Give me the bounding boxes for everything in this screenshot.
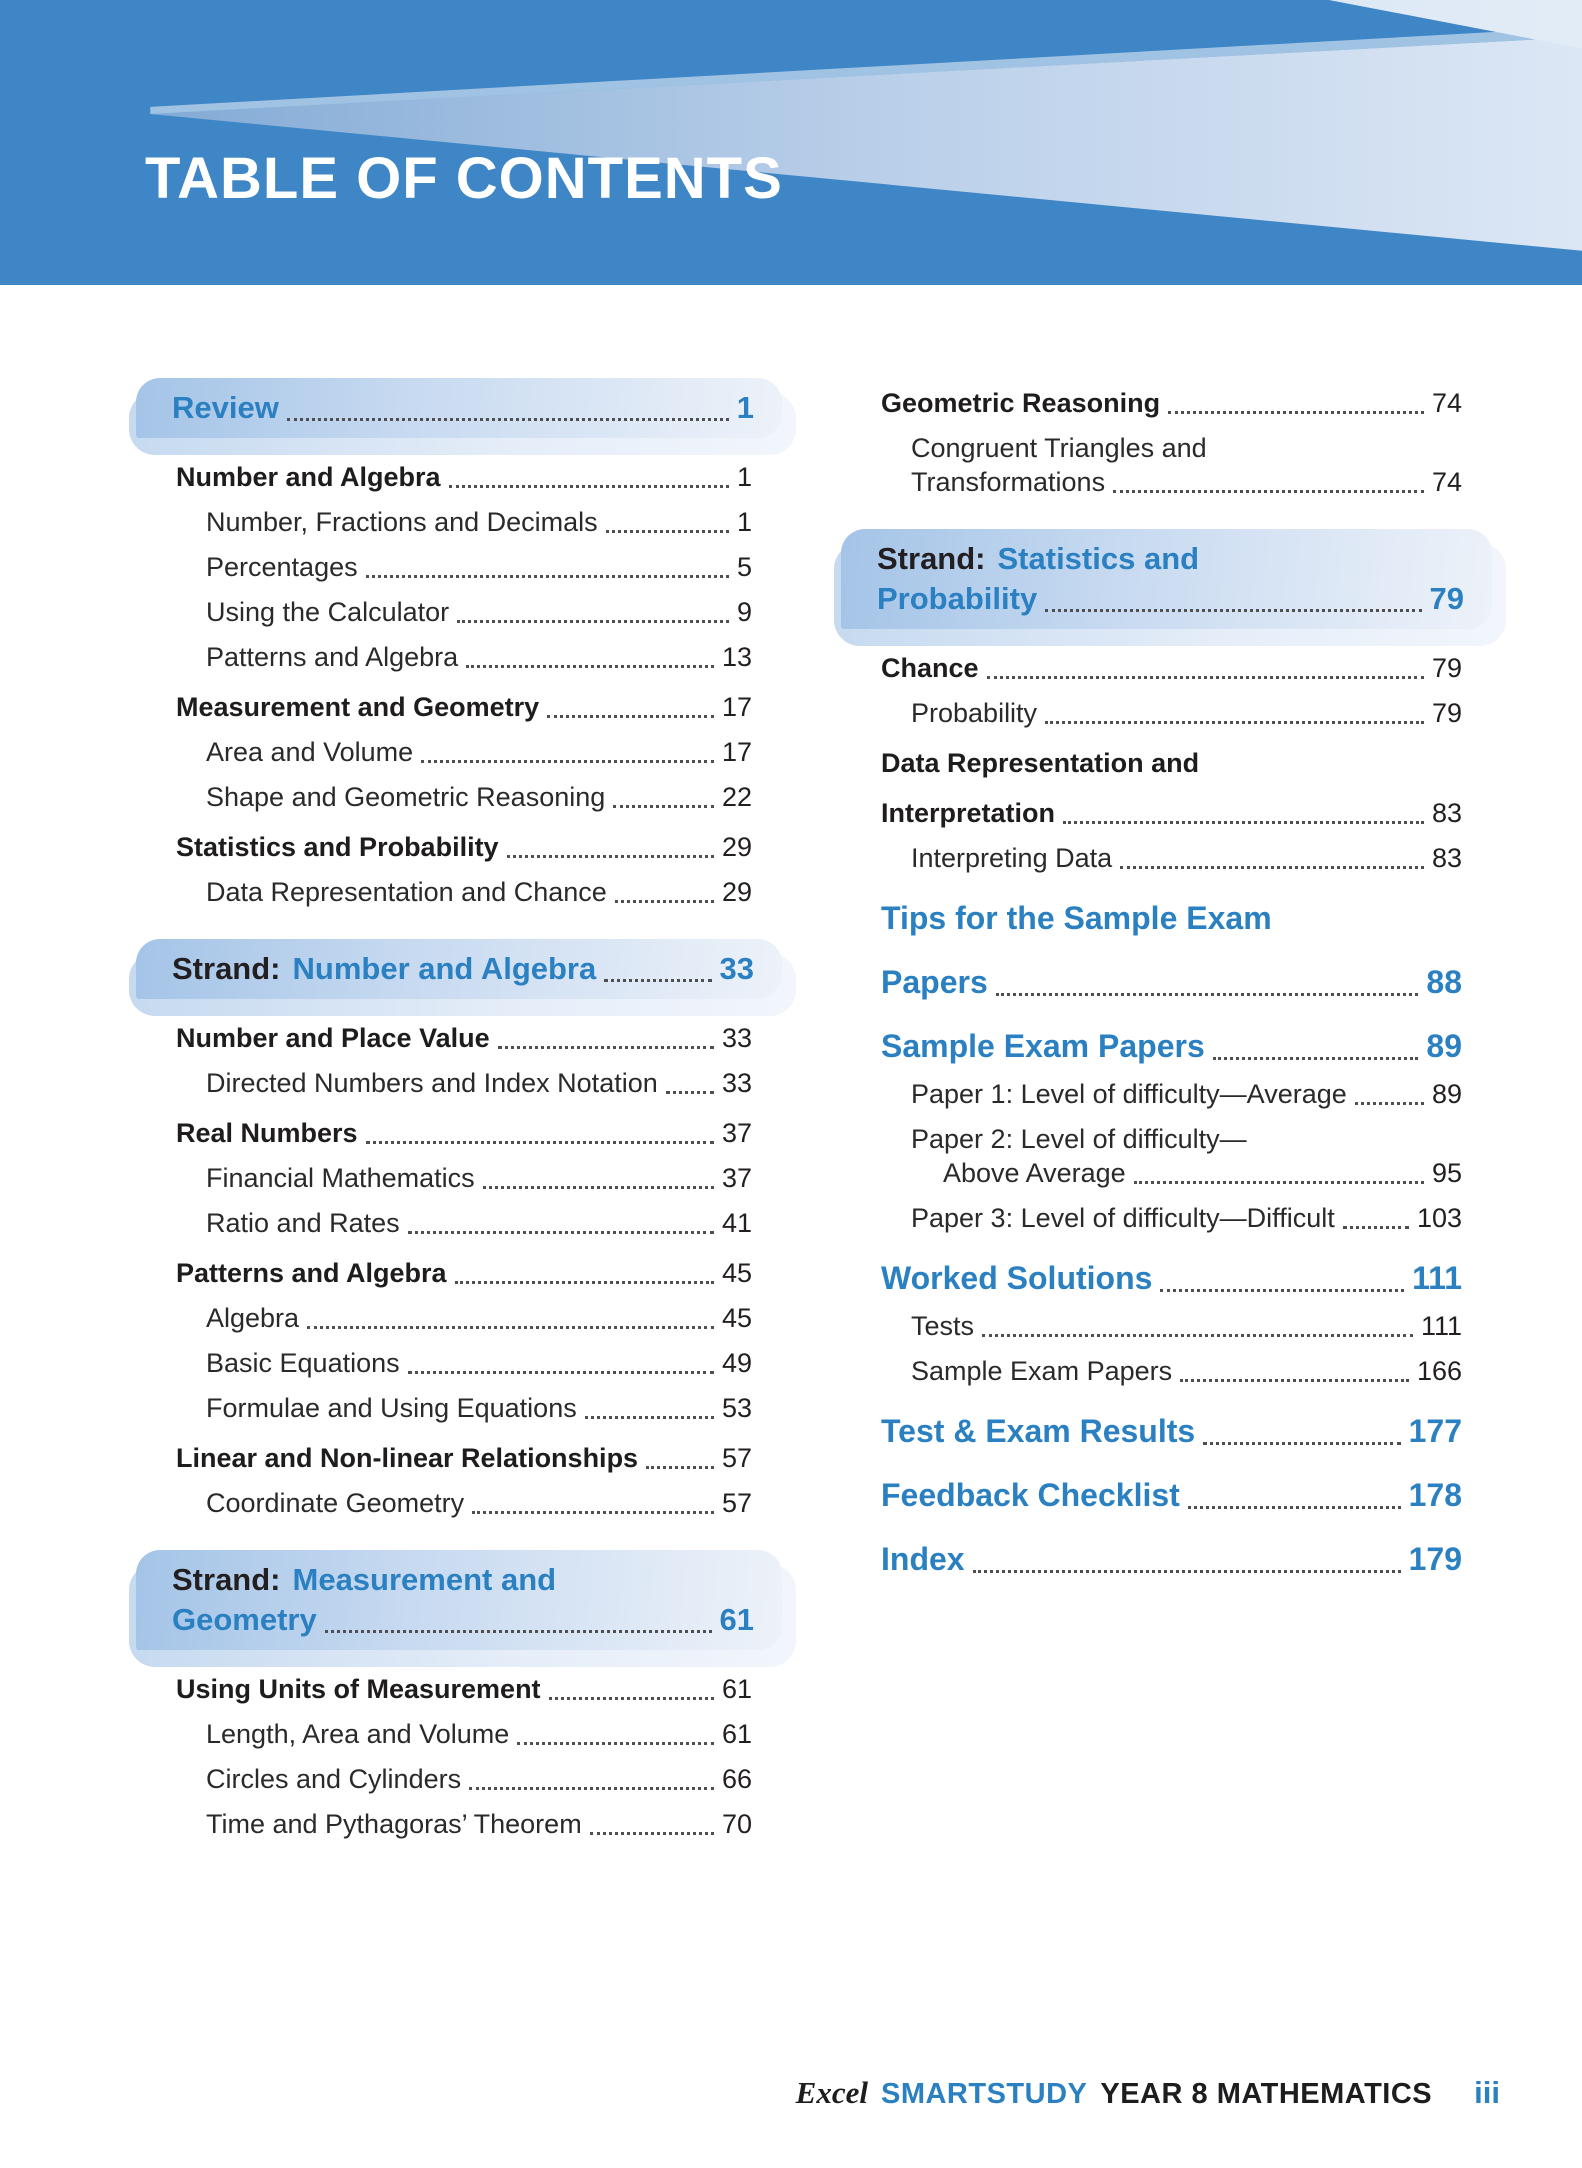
leader-dots <box>507 855 714 858</box>
toc-entry-label: Formulae and Using Equations <box>206 1393 577 1423</box>
toc-entry <box>130 875 782 909</box>
toc-entry <box>835 796 1492 830</box>
toc-entry-label: Chance <box>881 653 979 683</box>
strand-prefix-label: Strand: <box>172 1562 281 1597</box>
toc-entry-label: Using the Calculator <box>206 597 450 627</box>
toc-page-number: 83 <box>1431 798 1462 828</box>
toc-entry-label: Paper 3: Level of difficulty—Difficult <box>911 1203 1335 1233</box>
strand-box-row <box>172 949 754 989</box>
leader-dots <box>604 979 711 982</box>
toc-entry-label: Interpretation <box>881 798 1056 828</box>
toc-entry-label: Linear and Non-linear Relationships <box>176 1443 639 1473</box>
leader-dots <box>646 1466 714 1469</box>
leader-dots <box>455 1281 714 1284</box>
toc-entry <box>835 1354 1492 1388</box>
strand-prefix-label: Strand: <box>172 951 281 986</box>
toc-page-number: 1 <box>736 507 752 537</box>
leader-dots <box>1180 1379 1409 1382</box>
toc-page-number: 79 <box>1429 581 1464 616</box>
toc-entry <box>835 746 1492 780</box>
strand-header-box <box>841 529 1492 629</box>
leader-dots <box>1188 1506 1401 1509</box>
toc-entry-label: Algebra <box>206 1303 300 1333</box>
toc-page-number: 57 <box>721 1443 752 1473</box>
leader-dots <box>408 1371 714 1374</box>
toc-entry-label: Statistics and Probability <box>176 832 499 862</box>
toc-page-number: 29 <box>721 877 752 907</box>
toc-entry-label: Real Numbers <box>176 1118 358 1148</box>
leader-dots <box>472 1511 714 1514</box>
leader-dots <box>987 676 1424 679</box>
strand-title-label: Geometry <box>172 1602 317 1637</box>
toc-entry <box>835 651 1492 685</box>
leader-dots <box>366 575 729 578</box>
toc-entry-label: Ratio and Rates <box>206 1208 400 1238</box>
strand-title-label: Statistics and <box>997 541 1200 576</box>
toc-entry-label: Tests <box>911 1311 975 1341</box>
toc-page-number: 5 <box>736 552 752 582</box>
toc-page-number: 88 <box>1426 964 1462 1000</box>
toc-page-number: 103 <box>1416 1203 1462 1233</box>
leader-dots <box>547 715 714 718</box>
chapter-header-box <box>136 378 782 438</box>
toc-entry-label: Above Average <box>943 1158 1126 1188</box>
toc-entry-label: Percentages <box>206 552 358 582</box>
toc-entry <box>835 1156 1492 1190</box>
toc-entry <box>130 1717 782 1751</box>
toc-entry-label: Number, Fractions and Decimals <box>206 507 598 537</box>
toc-entry-label: Time and Pythagoras’ Theorem <box>206 1809 582 1839</box>
toc-page-number: 45 <box>721 1258 752 1288</box>
toc-entry <box>130 1206 782 1240</box>
leader-dots <box>1355 1102 1424 1105</box>
leader-dots <box>1045 721 1424 724</box>
toc-entry <box>130 1301 782 1335</box>
toc-entry <box>835 897 1492 939</box>
toc-entry-label: Congruent Triangles and <box>911 433 1207 463</box>
strand-title-label: Number and Algebra <box>292 951 597 986</box>
toc-entry <box>130 1346 782 1380</box>
toc-entry <box>130 1807 782 1841</box>
toc-entry <box>835 841 1492 875</box>
toc-entry <box>835 386 1492 420</box>
toc-entry-label: Probability <box>911 698 1038 728</box>
toc-page-number: 79 <box>1431 653 1462 683</box>
toc-entry <box>130 735 782 769</box>
leader-dots <box>1160 1289 1404 1292</box>
toc-page-number: 166 <box>1416 1356 1462 1386</box>
toc-entry-label: Number and Algebra <box>176 462 441 492</box>
toc-page-number: 33 <box>721 1023 752 1053</box>
toc-entry <box>835 1025 1492 1067</box>
toc-entry-label: Geometric Reasoning <box>881 388 1161 418</box>
leader-dots <box>1120 866 1424 869</box>
toc-entry <box>130 1441 782 1475</box>
toc-entry <box>130 595 782 629</box>
leader-dots <box>1168 411 1424 414</box>
toc-entry <box>130 1116 782 1150</box>
leader-dots <box>325 1630 712 1633</box>
toc-page-number: 74 <box>1431 388 1462 418</box>
toc-page-number: 33 <box>721 1068 752 1098</box>
toc-page-number: 29 <box>721 832 752 862</box>
toc-entry-label: Patterns and Algebra <box>206 642 459 672</box>
footer-brand: Excel <box>795 2075 868 2110</box>
toc-page-number: 1 <box>736 390 754 425</box>
leader-dots <box>973 1570 1401 1573</box>
toc-entry <box>835 431 1492 465</box>
leader-dots <box>613 805 714 808</box>
leader-dots <box>982 1334 1413 1337</box>
toc-entry-label: Coordinate Geometry <box>206 1488 465 1518</box>
leader-dots <box>287 418 729 421</box>
toc-entry <box>130 1486 782 1520</box>
leader-dots <box>1063 821 1424 824</box>
toc-page-number: 41 <box>721 1208 752 1238</box>
toc-page-number: 111 <box>1412 1260 1462 1296</box>
toc-entry <box>130 1021 782 1055</box>
leader-dots <box>366 1141 714 1144</box>
toc-page-number: 61 <box>719 1602 754 1637</box>
toc-entry <box>835 1538 1492 1580</box>
toc-entry <box>130 1762 782 1796</box>
toc-page-number: 177 <box>1408 1413 1462 1449</box>
toc-page-number: 74 <box>1431 467 1462 497</box>
toc-entry <box>130 830 782 864</box>
toc-entry <box>130 460 782 494</box>
toc-page-number: 83 <box>1431 843 1462 873</box>
toc-entry <box>835 465 1492 499</box>
toc-entry-label: Sample Exam Papers <box>881 1028 1205 1064</box>
toc-entry-label: Using Units of Measurement <box>176 1674 541 1704</box>
toc-page-number: 53 <box>721 1393 752 1423</box>
leader-dots <box>615 900 714 903</box>
toc-entry-label: Paper 1: Level of difficulty—Average <box>911 1079 1347 1109</box>
toc-page-number: 70 <box>721 1809 752 1839</box>
strand-box-front <box>136 378 782 438</box>
toc-entry <box>835 696 1492 730</box>
toc-entry <box>835 961 1492 1003</box>
footer-page-number: iii <box>1474 2075 1500 2110</box>
toc-entry-label: Financial Mathematics <box>206 1163 475 1193</box>
toc-entry-label: Interpreting Data <box>911 843 1113 873</box>
strand-box-front <box>841 529 1492 629</box>
toc-page-number: 61 <box>721 1719 752 1749</box>
toc-page-number: 89 <box>1431 1079 1462 1109</box>
strand-header-box <box>136 1550 782 1650</box>
toc-entry-label: Paper 2: Level of difficulty— <box>911 1124 1247 1154</box>
toc-column-right <box>835 370 1492 1590</box>
toc-entry-label: Index <box>881 1541 965 1577</box>
leader-dots <box>585 1416 714 1419</box>
strand-box-row <box>172 1600 754 1640</box>
footer-series: SMARTSTUDY <box>880 2078 1088 2110</box>
toc-entry <box>835 1474 1492 1516</box>
toc-page-number: 178 <box>1408 1477 1462 1513</box>
leader-dots <box>408 1231 714 1234</box>
leader-dots <box>517 1742 714 1745</box>
strand-box-row <box>172 1560 754 1600</box>
strand-header-box <box>136 939 782 999</box>
toc-page-number: 66 <box>721 1764 752 1794</box>
strand-box-front <box>136 939 782 999</box>
strand-title-label: Review <box>172 390 279 425</box>
toc-entry-label: Number and Place Value <box>176 1023 490 1053</box>
toc-entry-label: Data Representation and Chance <box>206 877 607 907</box>
toc-entry <box>130 1391 782 1425</box>
leader-dots <box>498 1046 714 1049</box>
strand-box-front <box>136 1550 782 1650</box>
toc-entry-label: Worked Solutions <box>881 1260 1153 1296</box>
toc-page-number: 17 <box>721 692 752 722</box>
toc-page-number: 33 <box>719 951 754 986</box>
toc-entry <box>130 1672 782 1706</box>
toc-entry <box>130 1066 782 1100</box>
leader-dots <box>449 485 729 488</box>
leader-dots <box>1113 490 1424 493</box>
strand-prefix-label: Strand: <box>877 541 986 576</box>
toc-page-number: 89 <box>1426 1028 1462 1064</box>
leader-dots <box>421 760 714 763</box>
toc-page-number: 1 <box>736 462 752 492</box>
toc-entry <box>130 550 782 584</box>
page-footer <box>796 2075 1500 2111</box>
leader-dots <box>1203 1442 1400 1445</box>
toc-page-number: 111 <box>1420 1311 1462 1341</box>
toc-page-number: 37 <box>721 1163 752 1193</box>
toc-entry <box>835 1122 1492 1156</box>
leader-dots <box>590 1832 714 1835</box>
footer-subject: YEAR 8 MATHEMATICS <box>1100 2078 1433 2110</box>
toc-entry <box>835 1257 1492 1299</box>
toc-page-number: 13 <box>721 642 752 672</box>
toc-page-number: 61 <box>721 1674 752 1704</box>
toc-entry-label: Basic Equations <box>206 1348 400 1378</box>
toc-entry-label: Transformations <box>911 467 1106 497</box>
toc-page-number: 22 <box>721 782 752 812</box>
toc-entry-label: Patterns and Algebra <box>176 1258 447 1288</box>
leader-dots <box>606 530 729 533</box>
toc-page-number: 49 <box>721 1348 752 1378</box>
toc-entry <box>130 505 782 539</box>
page-title: TABLE OF CONTENTS <box>145 146 783 211</box>
toc-entry <box>835 1077 1492 1111</box>
leader-dots <box>1213 1057 1419 1060</box>
toc-entry-label: Circles and Cylinders <box>206 1764 462 1794</box>
toc-page-number: 95 <box>1431 1158 1462 1188</box>
toc-entry <box>130 1161 782 1195</box>
toc-entry-label: Length, Area and Volume <box>206 1719 510 1749</box>
toc-page-number: 17 <box>721 737 752 767</box>
leader-dots <box>1343 1226 1409 1229</box>
toc-entry-label: Data Representation and <box>881 748 1200 778</box>
toc-entry <box>130 780 782 814</box>
leader-dots <box>666 1091 714 1094</box>
strand-title-label: Measurement and <box>292 1562 557 1597</box>
toc-entry-label: Feedback Checklist <box>881 1477 1180 1513</box>
toc-page-number: 179 <box>1408 1541 1462 1577</box>
toc-entry-label: Measurement and Geometry <box>176 692 540 722</box>
toc-entry <box>130 690 782 724</box>
toc-entry <box>835 1201 1492 1235</box>
toc-entry <box>835 1410 1492 1452</box>
toc-page-number: 9 <box>736 597 752 627</box>
toc-column-left <box>130 378 782 1852</box>
leader-dots <box>307 1326 714 1329</box>
toc-page-number: 37 <box>721 1118 752 1148</box>
toc-entry <box>835 1309 1492 1343</box>
toc-entry-label: Tips for the Sample Exam <box>881 900 1272 936</box>
leader-dots <box>466 665 714 668</box>
toc-entry-label: Directed Numbers and Index Notation <box>206 1068 658 1098</box>
leader-dots <box>483 1186 714 1189</box>
leader-dots <box>457 620 729 623</box>
strand-box-row <box>877 579 1464 619</box>
page-banner <box>0 0 1582 285</box>
toc-page-number: 57 <box>721 1488 752 1518</box>
strand-box-row <box>877 539 1464 579</box>
leader-dots <box>549 1697 714 1700</box>
toc-entry <box>130 640 782 674</box>
strand-box-row <box>172 388 754 428</box>
leader-dots <box>996 993 1419 996</box>
toc-entry-label: Test & Exam Results <box>881 1413 1196 1449</box>
leader-dots <box>1045 609 1421 612</box>
toc-entry-label: Shape and Geometric Reasoning <box>206 782 606 812</box>
toc-entry <box>130 1256 782 1290</box>
toc-page-number: 45 <box>721 1303 752 1333</box>
leader-dots <box>1134 1181 1424 1184</box>
toc-entry-label: Papers <box>881 964 988 1000</box>
leader-dots <box>469 1787 714 1790</box>
strand-title-label: Probability <box>877 581 1038 616</box>
toc-entry-label: Sample Exam Papers <box>911 1356 1173 1386</box>
toc-page-number: 79 <box>1431 698 1462 728</box>
toc-entry-label: Area and Volume <box>206 737 414 767</box>
